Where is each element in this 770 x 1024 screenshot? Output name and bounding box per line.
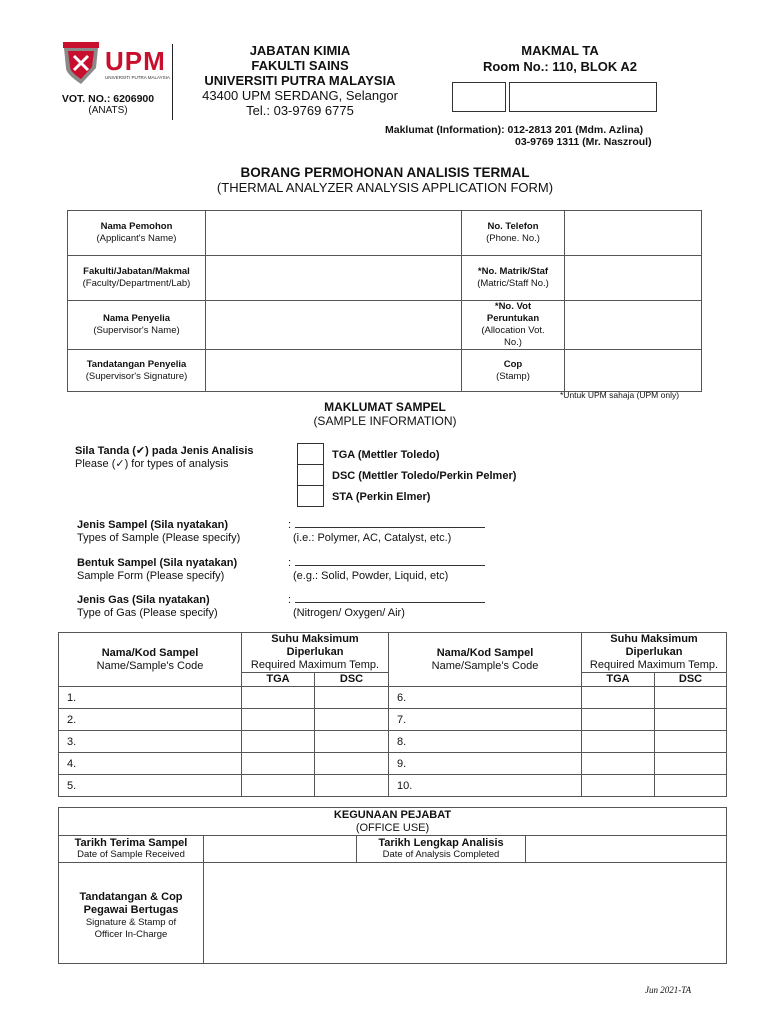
tga-cell[interactable] [242,687,315,709]
officer-signature-field[interactable] [204,863,727,964]
lab-box-1[interactable] [452,82,506,112]
table-row [59,687,727,709]
lab-name: MAKMAL TA [521,43,599,58]
name-code-header-right: Nama/Kod Sampel Name/Sample's Code [389,633,582,687]
form-title: BORANG PERMOHONAN ANALISIS TERMAL [240,165,530,180]
stamp-label: Cop (Stamp) [462,350,565,392]
department-name: JABATAN KIMIA [249,43,351,58]
sample-title: MAKLUMAT SAMPEL [324,400,446,414]
info-label: Maklumat [385,124,434,136]
completed-date-label: Tarikh Lengkap Analisis Date of Analysis Completed [357,836,526,863]
office-use-table [58,807,727,964]
info-contact-2: 03-9769 1311 (Mr. Naszroul) [515,136,652,148]
name-code-header-left: Nama/Kod Sampel Name/Sample's Code [59,633,242,687]
tga-cell[interactable] [582,775,655,797]
dsc-checkbox[interactable] [297,464,324,486]
sample-type-field[interactable]: : (i.e.: Polymer, AC, Catalyst, etc.) [288,517,485,545]
tga-cell[interactable] [242,731,315,753]
gas-type-label: Jenis Gas (Sila nyatakan) Type of Gas (Please specify) [77,594,218,619]
tga-option-label: TGA (Mettler Toledo) [332,449,440,461]
dsc-cell[interactable] [315,775,389,797]
max-temp-header-left: Suhu Maksimum Diperlukan Required Maximum Temp. [242,633,389,673]
sample-row-number[interactable]: 2. [59,709,242,731]
supervisor-signature-label: Tandatangan Penyelia (Supervisor's Signature) [68,350,206,392]
tga-cell[interactable] [242,753,315,775]
dsc-cell[interactable] [315,731,389,753]
department-block [180,43,420,118]
sample-row-number[interactable]: 10. [389,775,582,797]
dsc-cell[interactable] [655,753,727,775]
form-subtitle: (THERMAL ANALYZER ANALYSIS APPLICATION FORM) [216,180,554,195]
dsc-header-right: DSC [655,673,727,687]
gas-type-field[interactable]: : (Nitrogen/ Oxygen/ Air) [288,592,485,620]
sample-table [58,632,727,797]
matric-label: *No. Matrik/Staf (Matric/Staff No.) [462,256,565,301]
matric-field[interactable] [565,256,702,301]
table-row [59,731,727,753]
dsc-cell[interactable] [655,687,727,709]
max-temp-header-right: Suhu Maksimum Diperlukan Required Maximum Temp. [582,633,727,673]
tga-cell[interactable] [582,709,655,731]
tga-cell[interactable] [582,687,655,709]
upm-logo-text: UPM [105,46,166,76]
vot-field[interactable] [565,301,702,350]
officer-signature-label: Tandatangan & Cop Pegawai Bertugas Signature & Stamp of Officer In-Charge [59,863,204,964]
dsc-header-left: DSC [315,673,389,687]
analysis-instruction: Sila Tanda (✔) pada Jenis Analisis Please (✓) for types of analysis [75,445,254,470]
phone-field[interactable] [565,211,702,256]
dsc-cell[interactable] [315,753,389,775]
sample-form-label: Bentuk Sampel (Sila nyatakan) Sample Form (Please specify) [77,557,238,582]
table-row [59,775,727,797]
supervisor-field[interactable] [206,301,462,350]
received-date-label: Tarikh Terima Sampel Date of Sample Received [59,836,204,863]
sample-type-label: Jenis Sampel (Sila nyatakan) Types of Sample (Please specify) [77,519,241,544]
room-number: Room No.: 110, BLOK A2 [482,59,638,74]
sample-subtitle: (SAMPLE INFORMATION) [313,414,457,428]
table-row [59,709,727,731]
sample-row-number[interactable]: 3. [59,731,242,753]
supervisor-signature-field[interactable] [206,350,462,392]
table-row [59,753,727,775]
university-name: UNIVERSITI PUTRA MALAYSIA [204,73,396,88]
faculty-field[interactable] [206,256,462,301]
tga-cell[interactable] [582,753,655,775]
lab-box-2[interactable] [509,82,657,112]
tga-header-left: TGA [242,673,315,687]
sample-form-field[interactable]: : (e.g.: Solid, Powder, Liquid, etc) [288,555,485,583]
tga-cell[interactable] [582,731,655,753]
vot-number: VOT. NO.: 6206900 [61,93,155,105]
received-date-field[interactable] [204,836,357,863]
sample-row-number[interactable]: 8. [389,731,582,753]
sample-row-number[interactable]: 1. [59,687,242,709]
sample-row-number[interactable]: 4. [59,753,242,775]
tga-cell[interactable] [242,709,315,731]
upm-crest-icon [60,42,102,86]
stamp-field[interactable] [565,350,702,392]
address: 43400 UPM SERDANG, Selangor [202,88,398,103]
upm-only-note: *Untuk UPM sahaja (UPM only) [560,390,680,400]
vot-label: *No. Vot Peruntukan (Allocation Vot. No.) [462,301,565,350]
telephone: Tel.: 03-9769 6775 [246,103,354,118]
upm-logo-subtitle: UNIVERSITI PUTRA MALAYSIA [105,75,170,80]
applicant-name-field[interactable] [206,211,462,256]
upm-logo [60,42,170,90]
supervisor-label: Nama Penyelia (Supervisor's Name) [68,301,206,350]
dsc-cell[interactable] [315,709,389,731]
tga-checkbox[interactable] [297,443,324,465]
sample-row-number[interactable]: 7. [389,709,582,731]
faculty-name: FAKULTI SAINS [251,58,349,73]
header-divider [172,44,173,120]
info-contact-1: (Information): 012-2813 201 (Mdm. Azlina) [433,124,644,136]
faculty-label: Fakulti/Jabatan/Makmal (Faculty/Department/Lab) [68,256,206,301]
sample-row-number[interactable]: 9. [389,753,582,775]
dsc-cell[interactable] [655,709,727,731]
phone-label: No. Telefon (Phone. No.) [462,211,565,256]
vot-sub: (ANATS) [88,105,128,116]
applicant-table [67,210,702,392]
dsc-cell[interactable] [655,775,727,797]
sample-row-number[interactable]: 5. [59,775,242,797]
dsc-cell[interactable] [655,731,727,753]
sta-option-label: STA (Perkin Elmer) [332,491,431,503]
sta-checkbox[interactable] [297,485,324,507]
sample-row-number[interactable]: 6. [389,687,582,709]
completed-date-field[interactable] [526,836,727,863]
info-line-1 [385,124,643,136]
office-use-header: KEGUNAAN PEJABAT (OFFICE USE) [59,808,727,836]
dsc-cell[interactable] [315,687,389,709]
applicant-name-label: Nama Pemohon (Applicant's Name) [68,211,206,256]
tga-cell[interactable] [242,775,315,797]
dsc-option-label: DSC (Mettler Toledo/Perkin Pelmer) [332,470,517,482]
tga-header-right: TGA [582,673,655,687]
form-version: Jun 2021-TA [645,985,692,995]
